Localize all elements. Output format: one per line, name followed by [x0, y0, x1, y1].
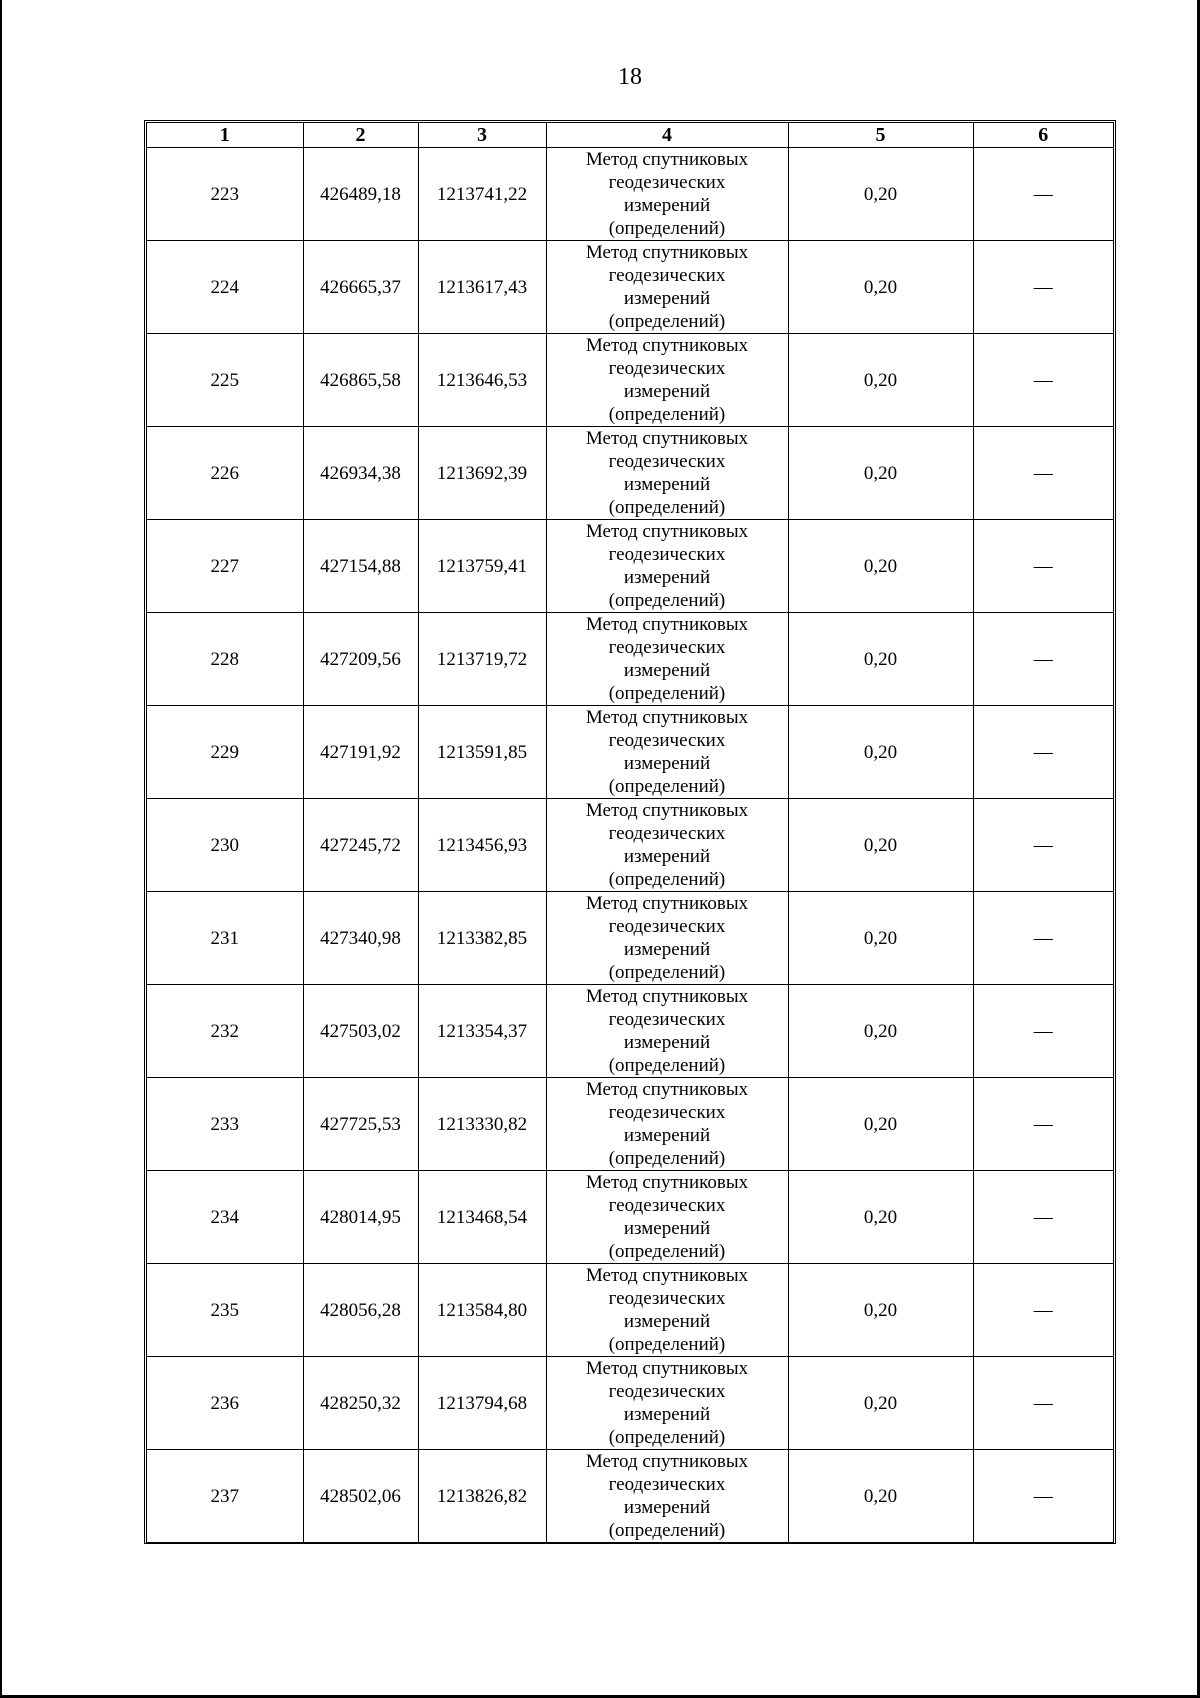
method-text: Метод спутниковых геодезических измерений (определений): [585, 893, 749, 983]
column-header-6: 6: [973, 123, 1113, 148]
method-text: Метод спутниковых геодезических измерений (определений): [585, 707, 749, 797]
coordinate-x-cell: 428014,95: [303, 1171, 418, 1264]
coordinate-y-cell: 1213584,80: [418, 1264, 546, 1357]
table-row: [147, 1357, 1113, 1450]
table-row: [147, 427, 1113, 520]
coordinate-y-cell: 1213826,82: [418, 1450, 546, 1543]
coordinate-x-cell: 427503,02: [303, 985, 418, 1078]
point-number-cell: 225: [147, 334, 303, 427]
table-row: [147, 799, 1113, 892]
accuracy-cell: 0,20: [788, 520, 973, 613]
coordinate-y-cell: 1213456,93: [418, 799, 546, 892]
description-cell: —: [973, 1450, 1113, 1543]
method-text: Метод спутниковых геодезических измерений (определений): [585, 1172, 749, 1262]
description-cell: —: [973, 706, 1113, 799]
coordinate-x-cell: 428056,28: [303, 1264, 418, 1357]
point-number-cell: 236: [147, 1357, 303, 1450]
accuracy-cell: 0,20: [788, 241, 973, 334]
coordinate-y-cell: 1213759,41: [418, 520, 546, 613]
description-cell: —: [973, 613, 1113, 706]
method-text: Метод спутниковых геодезических измерений (определений): [585, 428, 749, 518]
method-text: Метод спутниковых геодезических измерений (определений): [585, 335, 749, 425]
coordinate-y-cell: 1213692,39: [418, 427, 546, 520]
coordinate-x-cell: 427191,92: [303, 706, 418, 799]
point-number-cell: 226: [147, 427, 303, 520]
description-cell: —: [973, 985, 1113, 1078]
description-cell: —: [973, 148, 1113, 241]
table-row: [147, 706, 1113, 799]
accuracy-cell: 0,20: [788, 706, 973, 799]
description-cell: —: [973, 1078, 1113, 1171]
accuracy-cell: 0,20: [788, 1171, 973, 1264]
accuracy-cell: 0,20: [788, 334, 973, 427]
point-number-cell: 231: [147, 892, 303, 985]
method-text: Метод спутниковых геодезических измерений (определений): [585, 242, 749, 332]
accuracy-cell: 0,20: [788, 1357, 973, 1450]
point-number-cell: 224: [147, 241, 303, 334]
table-row: [147, 613, 1113, 706]
page-number: 18: [618, 64, 642, 90]
table-row: [147, 241, 1113, 334]
coordinate-y-cell: 1213382,85: [418, 892, 546, 985]
column-header-1: 1: [147, 123, 303, 148]
coordinate-y-cell: 1213646,53: [418, 334, 546, 427]
method-cell: [546, 985, 788, 1078]
method-cell: [546, 1450, 788, 1543]
description-cell: —: [973, 427, 1113, 520]
point-number-cell: 233: [147, 1078, 303, 1171]
coordinate-x-cell: 427245,72: [303, 799, 418, 892]
coordinate-x-cell: 427725,53: [303, 1078, 418, 1171]
method-cell: [546, 1078, 788, 1171]
coordinate-x-cell: 426665,37: [303, 241, 418, 334]
method-text: Метод спутниковых геодезических измерений (определений): [585, 1358, 749, 1448]
table-row: [147, 892, 1113, 985]
point-number-cell: 237: [147, 1450, 303, 1543]
method-text: Метод спутниковых геодезических измерений (определений): [585, 1451, 749, 1541]
method-cell: [546, 892, 788, 985]
accuracy-cell: 0,20: [788, 985, 973, 1078]
coordinate-y-cell: 1213617,43: [418, 241, 546, 334]
scan-edge-left: [0, 0, 2, 1698]
accuracy-cell: 0,20: [788, 427, 973, 520]
point-number-cell: 228: [147, 613, 303, 706]
table-row: [147, 148, 1113, 241]
description-cell: —: [973, 334, 1113, 427]
coordinate-y-cell: 1213591,85: [418, 706, 546, 799]
column-header-2: 2: [303, 123, 418, 148]
method-text: Метод спутниковых геодезических измерений (определений): [585, 1079, 749, 1169]
point-number-cell: 230: [147, 799, 303, 892]
method-cell: [546, 706, 788, 799]
method-cell: [546, 1171, 788, 1264]
method-cell: [546, 520, 788, 613]
method-text: Метод спутниковых геодезических измерений (определений): [585, 614, 749, 704]
description-cell: —: [973, 520, 1113, 613]
coordinate-y-cell: 1213794,68: [418, 1357, 546, 1450]
coordinate-x-cell: 428502,06: [303, 1450, 418, 1543]
description-cell: —: [973, 241, 1113, 334]
method-cell: [546, 1264, 788, 1357]
table-row: [147, 1450, 1113, 1543]
coordinate-x-cell: 427209,56: [303, 613, 418, 706]
method-text: Метод спутниковых геодезических измерений (определений): [585, 521, 749, 611]
coordinate-y-cell: 1213330,82: [418, 1078, 546, 1171]
description-cell: —: [973, 892, 1113, 985]
method-cell: [546, 241, 788, 334]
table-header-row: [147, 123, 1113, 148]
column-header-5: 5: [788, 123, 973, 148]
coordinate-x-cell: 427154,88: [303, 520, 418, 613]
accuracy-cell: 0,20: [788, 613, 973, 706]
method-cell: [546, 799, 788, 892]
coordinates-table-frame: [144, 120, 1116, 1544]
method-cell: [546, 427, 788, 520]
point-number-cell: 223: [147, 148, 303, 241]
table-row: [147, 520, 1113, 613]
coordinates-table: [147, 123, 1113, 1542]
coordinate-y-cell: 1213468,54: [418, 1171, 546, 1264]
table-row: [147, 985, 1113, 1078]
coordinate-x-cell: 428250,32: [303, 1357, 418, 1450]
point-number-cell: 229: [147, 706, 303, 799]
coordinate-x-cell: 426865,58: [303, 334, 418, 427]
point-number-cell: 227: [147, 520, 303, 613]
table-row: [147, 1171, 1113, 1264]
coordinate-y-cell: 1213719,72: [418, 613, 546, 706]
accuracy-cell: 0,20: [788, 799, 973, 892]
accuracy-cell: 0,20: [788, 148, 973, 241]
description-cell: —: [973, 1357, 1113, 1450]
description-cell: —: [973, 1171, 1113, 1264]
method-cell: [546, 148, 788, 241]
table-row: [147, 1264, 1113, 1357]
coordinate-y-cell: 1213354,37: [418, 985, 546, 1078]
table-body: [147, 148, 1113, 1543]
coordinate-x-cell: 426489,18: [303, 148, 418, 241]
method-text: Метод спутниковых геодезических измерений (определений): [585, 986, 749, 1076]
method-text: Метод спутниковых геодезических измерений (определений): [585, 800, 749, 890]
coordinate-x-cell: 426934,38: [303, 427, 418, 520]
accuracy-cell: 0,20: [788, 1264, 973, 1357]
method-cell: [546, 1357, 788, 1450]
point-number-cell: 235: [147, 1264, 303, 1357]
method-cell: [546, 334, 788, 427]
accuracy-cell: 0,20: [788, 1078, 973, 1171]
method-text: Метод спутниковых геодезических измерений (определений): [585, 149, 749, 239]
table-row: [147, 334, 1113, 427]
description-cell: —: [973, 799, 1113, 892]
accuracy-cell: 0,20: [788, 892, 973, 985]
table-row: [147, 1078, 1113, 1171]
coordinate-x-cell: 427340,98: [303, 892, 418, 985]
point-number-cell: 232: [147, 985, 303, 1078]
coordinate-y-cell: 1213741,22: [418, 148, 546, 241]
description-cell: —: [973, 1264, 1113, 1357]
method-cell: [546, 613, 788, 706]
point-number-cell: 234: [147, 1171, 303, 1264]
accuracy-cell: 0,20: [788, 1450, 973, 1543]
column-header-3: 3: [418, 123, 546, 148]
method-text: Метод спутниковых геодезических измерений (определений): [585, 1265, 749, 1355]
column-header-4: 4: [546, 123, 788, 148]
